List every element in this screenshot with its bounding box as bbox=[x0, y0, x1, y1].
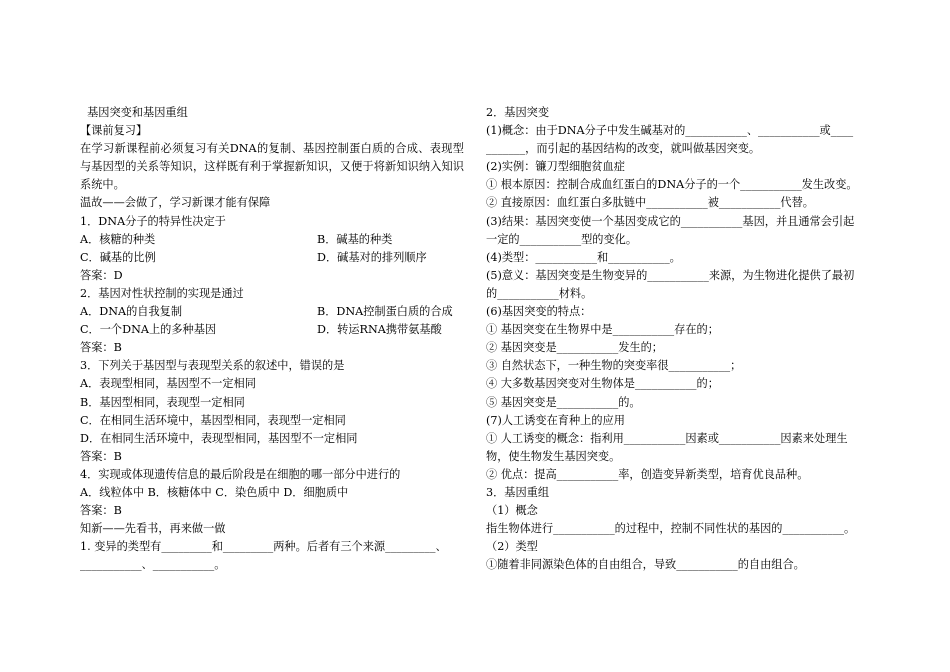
types-line: (4)类型：___________和___________。 bbox=[486, 250, 681, 264]
q4-options: A．线粒体中 B．核糖体中 C．染色质中 D．细胞质中 bbox=[80, 485, 349, 499]
q2-options-row2 bbox=[80, 321, 464, 339]
q2-options-row1 bbox=[80, 303, 464, 321]
significance-line-2: 的___________材料。 bbox=[486, 286, 593, 300]
document-title: 基因突变和基因重组 bbox=[80, 106, 188, 119]
q1-option-c: C．碱基的比例 bbox=[80, 250, 156, 264]
q3-option-c: C．在相同生活环境中，基因型相同，表现型一定相同 bbox=[80, 413, 346, 427]
variation-line-1: 1. 变异的类型有_________和_________两种。后者有三个来源_________、 bbox=[80, 540, 447, 554]
induced-concept-line-1: ① 人工诱变的概念：指利用___________因素或___________因素来处理生 bbox=[486, 431, 848, 445]
feature-4: ④ 大多数基因突变对生物体是___________的； bbox=[486, 377, 719, 391]
recombination-types-heading: （2）类型 bbox=[486, 540, 538, 554]
result-line-2: 一定的___________型的变化。 bbox=[486, 232, 638, 246]
q3-answer: 答案：B bbox=[80, 449, 122, 463]
right-column bbox=[486, 104, 872, 574]
q2-option-c: C．一个DNA上的多种基因 bbox=[80, 323, 217, 337]
recombination-concept-line: 指生物体进行___________的过程中，控制不同性状的基因的___________。 bbox=[486, 522, 856, 536]
q2-option-d: D．转运RNA携带氨基酸 bbox=[317, 323, 442, 337]
q1-option-a: A．核糖的种类 bbox=[80, 232, 156, 246]
root-cause-line: ① 根本原因：控制合成血红蛋白的DNA分子的一个___________发生改变。 bbox=[486, 178, 858, 192]
q2-option-b: B．DNA控制蛋白质的合成 bbox=[317, 305, 453, 319]
direct-cause-line: ② 直接原因：血红蛋白多肽链中___________被___________代替。 bbox=[486, 196, 814, 210]
q3-option-a: A．表现型相同，基因型不一定相同 bbox=[80, 377, 256, 391]
q1-options-row2 bbox=[80, 249, 464, 267]
left-column bbox=[80, 104, 464, 574]
example-heading: (2)实例：镰刀型细胞贫血症 bbox=[486, 160, 625, 174]
concept-line-1: (1)概念：由于DNA分子中发生碱基对的___________、___________或____ bbox=[486, 124, 854, 138]
recombination-type-1: ①随着非同源染色体的自由组合，导致___________的自由组合。 bbox=[486, 558, 805, 572]
q2-option-a: A．DNA的自我复制 bbox=[80, 305, 183, 319]
variation-line-2: ___________、___________。 bbox=[80, 558, 226, 572]
recombination-concept-heading: （1）概念 bbox=[486, 504, 538, 518]
q4-answer: 答案：B bbox=[80, 504, 122, 518]
q4-stem: 4．实现或体现遗传信息的最后阶段是在细胞的哪一部分中进行的 bbox=[80, 467, 401, 481]
q1-option-d: D．碱基对的排列顺序 bbox=[317, 250, 427, 264]
significance-line-1: (5)意义：基因突变是生物变异的___________来源，为生物进化提供了最初 bbox=[486, 268, 855, 282]
induced-concept-line-2: 物，使生物发生基因突变。 bbox=[486, 449, 621, 463]
induced-mutation-heading: (7)人工诱变在育种上的应用 bbox=[486, 413, 625, 427]
warmup-line: 温故——会做了，学习新课才能有保障 bbox=[80, 196, 271, 210]
section-gene-mutation: 2．基因突变 bbox=[486, 106, 550, 119]
q3-option-d: D．在相同生活环境中，表现型相同，基因型不一定相同 bbox=[80, 431, 358, 445]
review-heading: 【课前复习】 bbox=[80, 124, 148, 138]
section-recombination: 3．基因重组 bbox=[486, 485, 550, 499]
result-line-1: (3)结果：基因突变使一个基因变成它的___________基因，并且通常会引起 bbox=[486, 214, 855, 228]
features-heading: (6)基因突变的特点： bbox=[486, 305, 592, 319]
concept-line-2: _______，而引起的基因结构的改变，就叫做基因突变。 bbox=[486, 142, 761, 156]
feature-5: ⑤ 基因突变是___________的。 bbox=[486, 395, 641, 409]
feature-1: ① 基因突变在生物界中是___________存在的； bbox=[486, 323, 719, 337]
q1-answer: 答案：D bbox=[80, 268, 123, 282]
q1-stem: 1．DNA分子的特异性决定于 bbox=[80, 214, 226, 228]
feature-2: ② 基因突变是___________发生的； bbox=[486, 341, 663, 355]
feature-3: ③ 自然状态下，一种生物的突变率很___________； bbox=[486, 359, 742, 373]
q1-options-row1 bbox=[80, 231, 464, 249]
review-intro: 在学习新课程前必须复习有关DNA的复制、基因控制蛋白质的合成、表现型与基因型的关系等知识，这样既有利于掌握新知识，又便于将新知识纳入知识系统中。 bbox=[80, 142, 464, 192]
advantage-line: ② 优点：提高___________率，创造变异新类型，培育优良品种。 bbox=[486, 467, 809, 481]
q2-answer: 答案：B bbox=[80, 341, 122, 355]
q3-stem: 3．下列关于基因型与表现型关系的叙述中，错误的是 bbox=[80, 359, 345, 373]
q2-stem: 2．基因对性状控制的实现是通过 bbox=[80, 286, 244, 300]
q1-option-b: B．碱基的种类 bbox=[317, 232, 393, 246]
preview-line: 知新——先看书，再来做一做 bbox=[80, 522, 226, 536]
q3-option-b: B．基因型相同，表现型一定相同 bbox=[80, 395, 245, 409]
